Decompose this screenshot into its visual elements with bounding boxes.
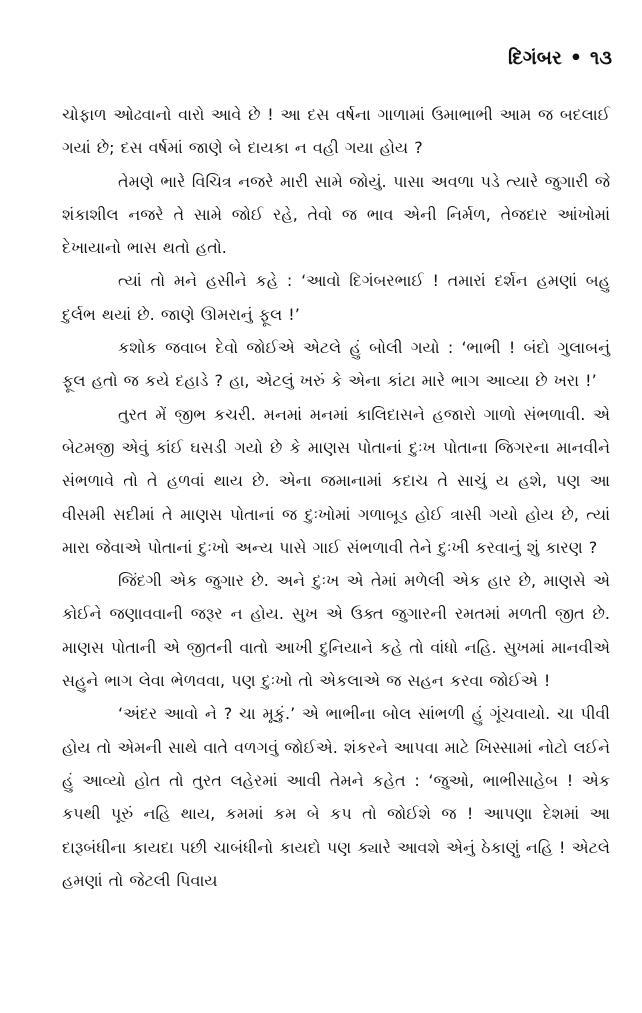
paragraph: જિંદગી એક જુગાર છે. અને દુઃખ એ તેમાં મળેલી એક હાર છે, માણસે એ કોઈને જણાવવાની જરૂર ન હોય. સુખ એ ઉક્ત જુગારની રમતમાં મળતી જીત છે. માણસ પોતાની એ જીતની વાતો આખી દુનિયાને કહે તો વાંધો નહિ. સુખમાં માનવીએ સહુને ભાગ લેવા ભેળવવા, પણ દુઃખો તો એકલાએ જ સહન કરવા જોઈએ !	[62, 571, 610, 691]
body-text	[62, 98, 610, 897]
paragraph: કશોક જવાબ દેવો જોઈએ એટલે હું બોલી ગયો : ‘ભાભી ! બંદો ગુલાબનું ફૂલ હતો જ કયે દહાડે ? હા, એટલું ખરું કે એના કાંટા મારે ભાગ આવ્યા છે ખરા !’	[62, 338, 610, 391]
page-number: ૧૩	[590, 47, 612, 69]
paragraph: ‘અંદર આવો ને ? ચા મૂકું.’ એ ભાભીના બોલ સાંભળી હું ગૂંચવાયો. ચા પીવી હોય તો એમની સાથે વાતે વળગવું જોઈએ. શંકરને આપવા માટે ખિસ્સામાં નોટો લઈને હું આવ્યો હોત તો તુરત લહેરમાં આવી તેમને કહેત : ‘જુઓ, ભાભીસાહેબ ! એક કપથી પૂરું નહિ થાય, કમમાં કમ બે કપ તો જોઈશે જ ! આપણા દેશમાં આ દારૂબંધીના કાયદા પછી ચાબંધીનો કાયદો પણ ક્યારે આવશે એનું ઠેકાણું નહિ ! એટલે હમણાં તો જેટલી પિવાય	[62, 704, 610, 890]
paragraph: ચોફાળ ઓઢવાનો વારો આવે છે ! આ દસ વર્ષના ગાળામાં ઉમાભાભી આમ જ બદલાઈ ગયાં છે; દસ વર્ષમાં જાણે બે દાયકા ન વહી ગયા હોય ?	[62, 105, 610, 158]
running-header	[508, 44, 612, 72]
chapter-title: દિગંબર	[508, 47, 562, 69]
paragraph: તેમણે ભારે વિચિત્ર નજરે મારી સામે જોયું. પાસા અવળા પડે ત્યારે જુગારી જે શંકાશીલ નજરે તે સામે જોઈ રહે, તેવો જ ભાવ એની નિર્મળ, તેજદાર આંખોમાં દેખાયાનો ભાસ થતો હતો.	[62, 171, 610, 258]
paragraph: ત્યાં તો મને હસીને કહે : ‘આવો દિગંબરભાઈ ! તમારાં દર્શન હમણાં બહુ દુર્લભ થયાં છે. જાણે ઊમરાનું ફૂલ !’	[62, 271, 610, 324]
header-separator: •	[569, 47, 583, 69]
paragraph: તુરત મેં જીભ કચરી. મનમાં મનમાં કાલિદાસને હજારો ગાળો સંભળાવી. એ બેટમજી એવું કાંઈ ઘસડી ગયો છે કે માણસ પોતાનાં દુઃખ પોતાના જિગરના માનવીને સંભળાવે તો તે હળવાં થાય છે. એના જમાનામાં કદાચ તે સાચું ય હશે, પણ આ વીસમી સદીમાં તે માણસ પોતાનાં જ દુઃખોમાં ગળાબૂડ હોઈ ત્રાસી ગયો હોય છે, ત્યાં મારા જેવાએ પોતાનાં દુઃખો અન્ય પાસે ગાઈ સંભળાવી તેને દુઃખી કરવાનું શું કારણ ?	[62, 404, 610, 557]
